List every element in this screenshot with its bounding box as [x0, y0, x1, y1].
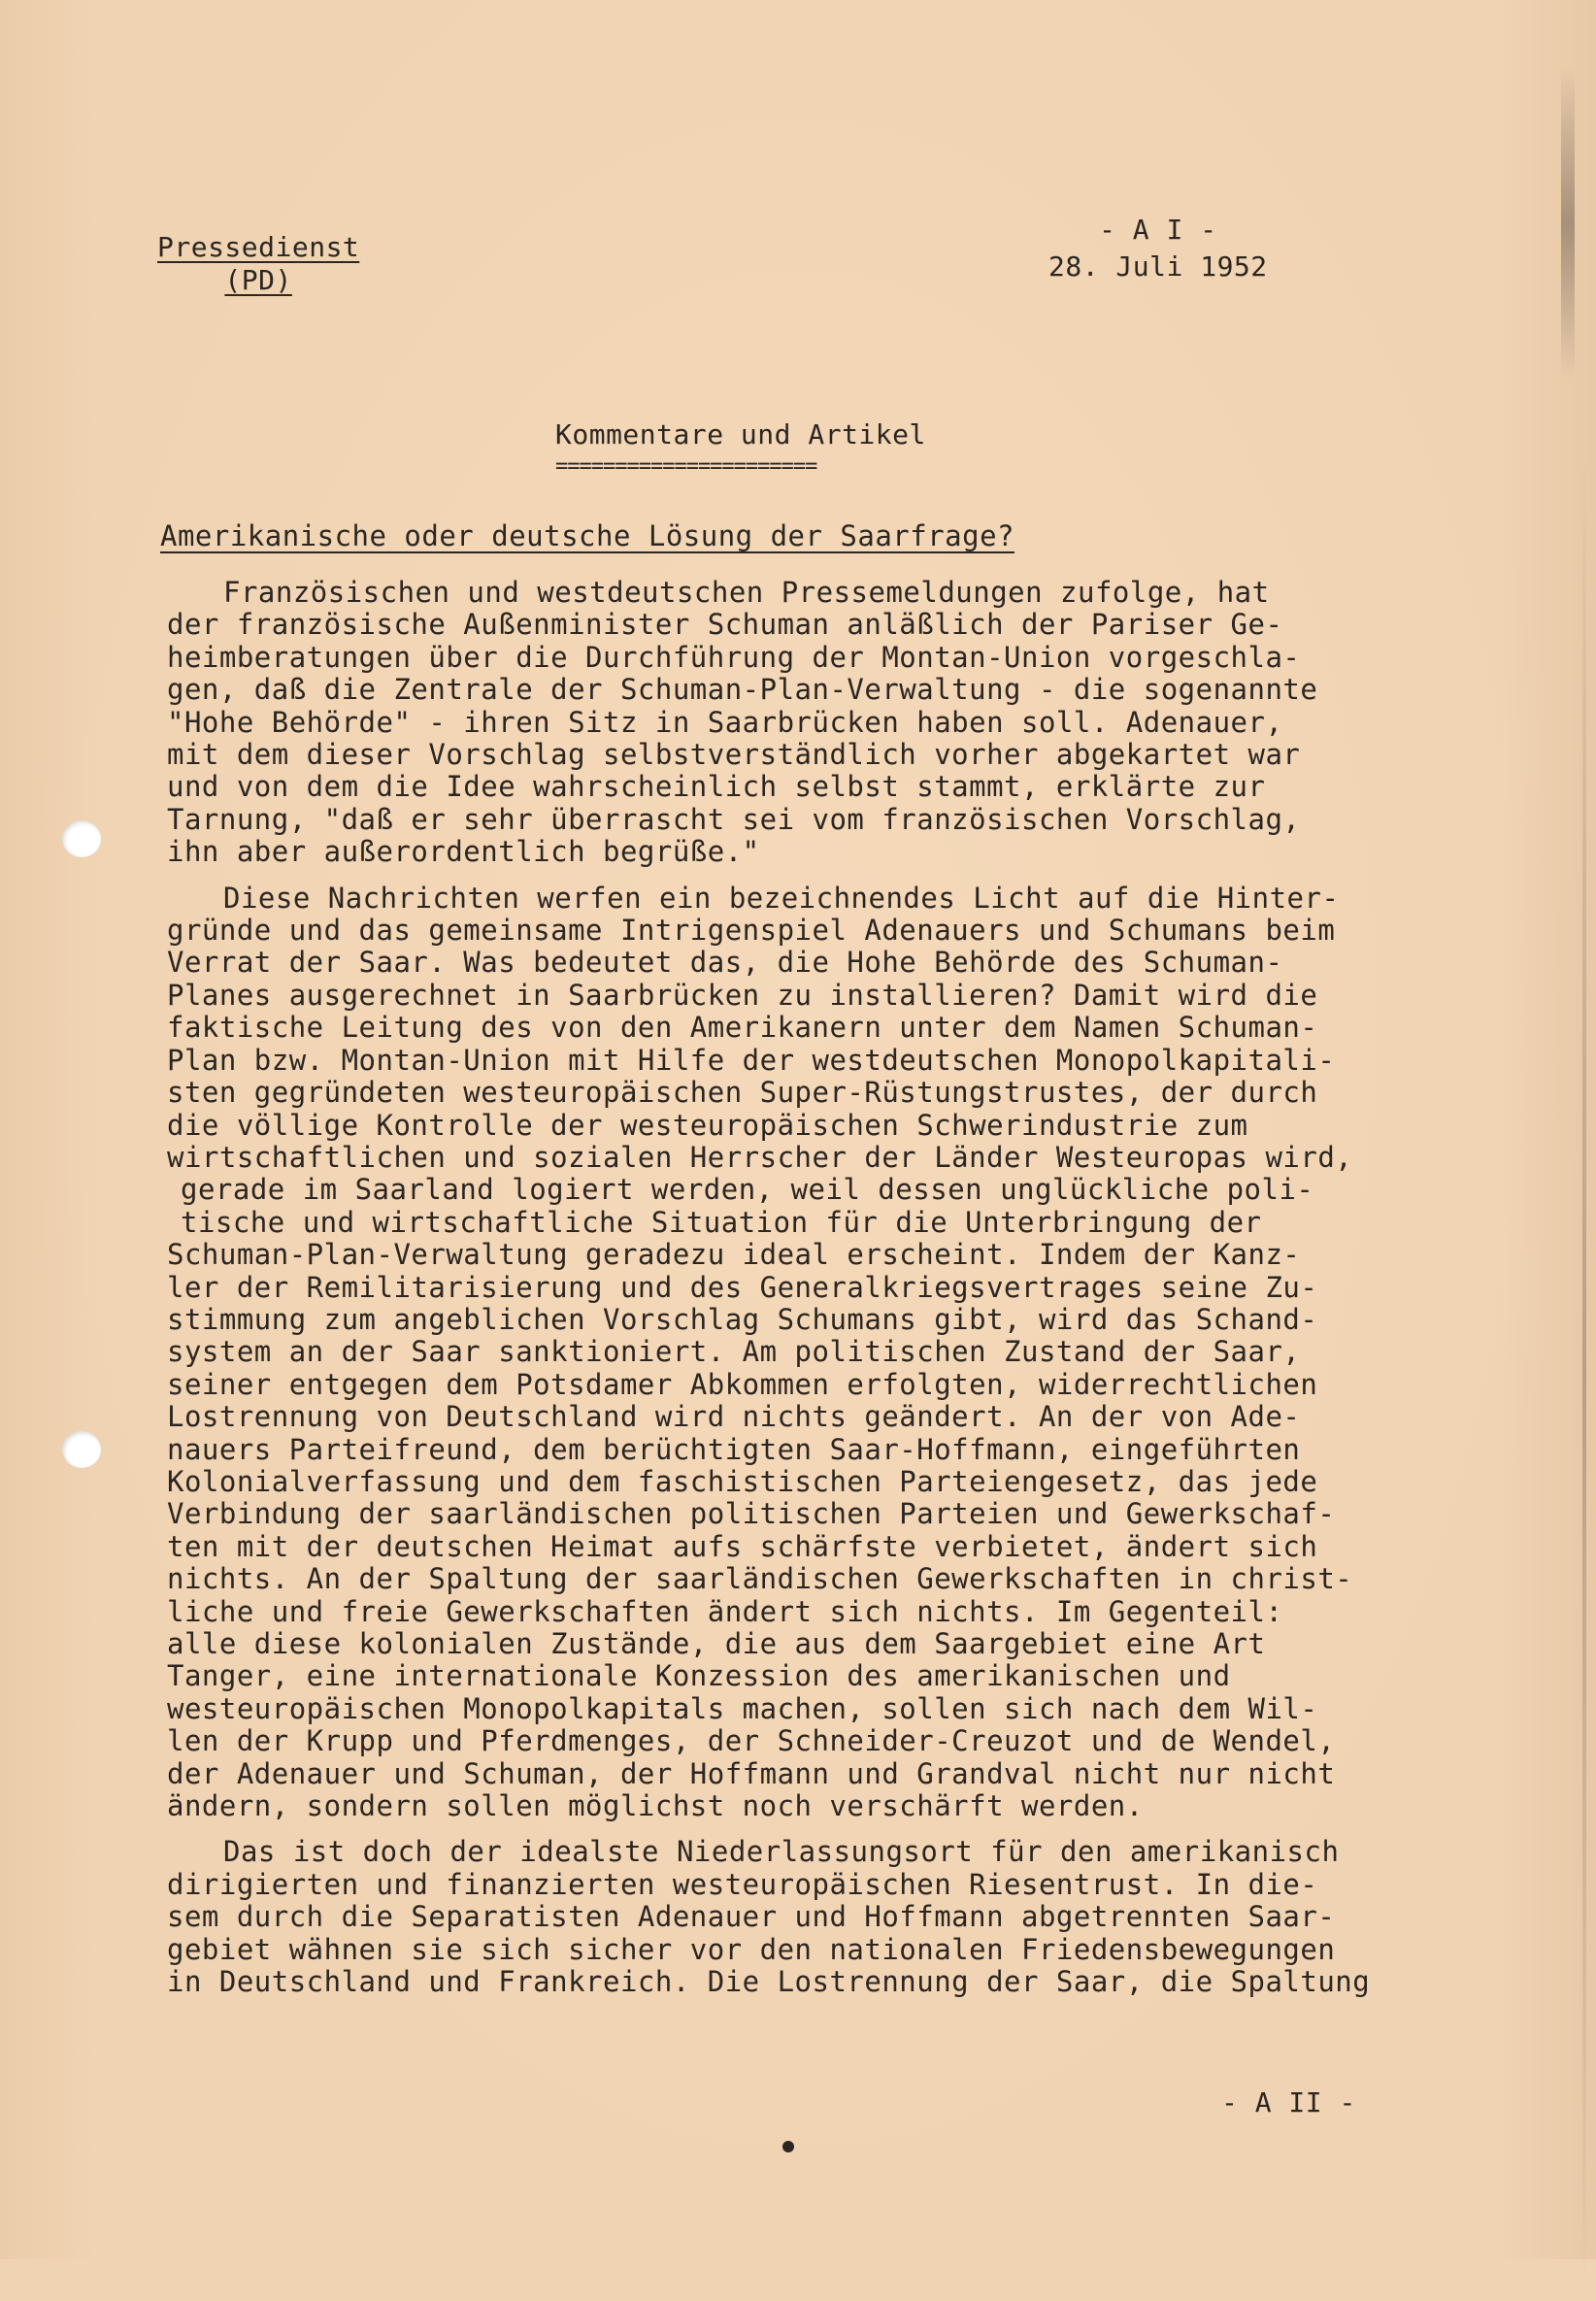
text-line: Französischen und westdeutschen Pressemeldungen zufolge, hat	[223, 576, 1270, 609]
paragraph	[167, 1836, 1546, 1998]
section-rule: ======================	[555, 454, 817, 479]
text-line: Tanger, eine internationale Konzession des amerikanischen und	[167, 1659, 1231, 1693]
text-line: in Deutschland und Frankreich. Die Lostrennung der Saar, die Spaltung	[167, 1965, 1371, 1999]
text-line: ler der Remilitarisierung und des Generalkriegsvertrages seine Zu-	[167, 1270, 1318, 1304]
text-line: liche und freie Gewerkschaften ändert sich nichts. Im Gegenteil:	[167, 1594, 1283, 1628]
text-line: Verbindung der saarländischen politischen Parteien und Gewerkschaf-	[167, 1497, 1336, 1531]
text-line: Das ist doch der idealste Niederlassungsort für den amerikanisch	[223, 1835, 1340, 1869]
article-title: Amerikanische oder deutsche Lösung der Saarfrage?	[160, 519, 1015, 552]
issue-block	[1048, 212, 1268, 285]
text-line: wirtschaftlichen und sozialen Herrscher der Länder Westeuropas wird,	[167, 1140, 1353, 1174]
text-line: die völlige Kontrolle der westeuropäischen Schwerindustrie zum	[167, 1108, 1248, 1142]
text-line: Diese Nachrichten werfen ein bezeichnendes Licht auf die Hinter-	[223, 881, 1340, 915]
edge-stain	[1582, 456, 1586, 2301]
edge-stain	[1561, 68, 1575, 379]
text-line: Lostrennung von Deutschland wird nichts geändert. An der von Ade-	[167, 1400, 1301, 1434]
text-line: Planes ausgerechnet in Saarbrücken zu installieren? Damit wird die	[167, 978, 1318, 1012]
text-line: gründe und das gemeinsame Intrigenspiel Adenauers und Schumans beim	[167, 914, 1336, 948]
next-page-marker: - A II -	[1221, 2086, 1356, 2118]
text-line: und von dem die Idee wahrscheinlich selbst stammt, erklärte zur	[167, 770, 1266, 804]
text-line: gebiet wähnen sie sich sicher vor den nationalen Friedensbewegungen	[167, 1932, 1336, 1966]
text-line: Plan bzw. Montan-Union mit Hilfe der westdeutschen Monopolkapitali-	[167, 1043, 1336, 1077]
text-line: len der Krupp und Pferdmenges, der Schneider-Creuzot und de Wendel,	[167, 1724, 1336, 1758]
ink-speck	[782, 2141, 794, 2152]
text-line: seiner entgegen dem Potsdamer Abkommen erfolgten, widerrechtlichen	[167, 1367, 1318, 1401]
text-line: Kolonialverfassung und dem faschistischen Parteiengesetz, das jede	[167, 1464, 1318, 1498]
text-line: tische und wirtschaftliche Situation für die Unterbringung der	[181, 1205, 1262, 1239]
text-line: ten mit der deutschen Heimat aufs schärfste verbietet, ändert sich	[167, 1529, 1318, 1563]
text-line: faktische Leitung des von den Amerikanern unter dem Namen Schuman-	[167, 1011, 1318, 1045]
section-title: Kommentare und Artikel	[555, 418, 926, 450]
punch-hole	[62, 1431, 101, 1468]
text-line: heimberatungen über die Durchführung der Montan-Union vorgeschla-	[167, 640, 1301, 674]
issue-date: 28. Juli 1952	[1048, 250, 1268, 283]
publisher-name: Pressedienst	[157, 231, 360, 263]
text-line: sten gegründeten westeuropäischen Super-Rüstungstrustes, der durch	[167, 1076, 1318, 1110]
text-line: ihn aber außerordentlich begrüße."	[167, 835, 760, 869]
text-line: mit dem dieser Vorschlag selbstverständlich vorher abgekartet war	[167, 738, 1301, 772]
text-line: gerade im Saarland logiert werden, weil dessen unglückliche poli-	[181, 1173, 1314, 1207]
text-line: Verrat der Saar. Was bedeutet das, die Hohe Behörde des Schuman-	[167, 946, 1283, 980]
text-line: nauers Parteifreund, dem berüchtigten Saar-Hoffmann, eingeführten	[167, 1432, 1301, 1466]
text-line: nichts. An der Spaltung der saarländischen Gewerkschaften in christ-	[167, 1562, 1353, 1596]
paragraph	[167, 577, 1546, 869]
publisher-block	[157, 231, 359, 297]
text-line: der französische Außenminister Schuman anläßlich der Pariser Ge-	[167, 608, 1283, 642]
paragraph	[167, 883, 1546, 1823]
text-line: dirigierten und finanzierten westeuropäischen Riesentrust. In die-	[167, 1867, 1318, 1901]
text-line: alle diese kolonialen Zustände, die aus dem Saargebiet eine Art	[167, 1627, 1266, 1660]
article-body	[167, 577, 1546, 2012]
text-line: sem durch die Separatisten Adenauer und Hoffmann abgetrennten Saar-	[167, 1900, 1336, 1934]
text-line: Tarnung, "daß er sehr überrascht sei vom französischen Vorschlag,	[167, 802, 1301, 836]
publisher-abbrev: (PD)	[224, 264, 292, 296]
text-line: system an der Saar sanktioniert. Am politischen Zustand der Saar,	[167, 1335, 1301, 1369]
text-line: stimmung zum angeblichen Vorschlag Schumans gibt, wird das Schand-	[167, 1302, 1318, 1336]
punch-hole	[62, 820, 101, 857]
text-line: Schuman-Plan-Verwaltung geradezu ideal erscheint. Indem der Kanz-	[167, 1238, 1301, 1272]
text-line: der Adenauer und Schuman, der Hoffmann und Grandval nicht nur nicht	[167, 1756, 1336, 1790]
text-line: "Hohe Behörde" - ihren Sitz in Saarbrücken haben soll. Adenauer,	[167, 705, 1283, 739]
text-line: gen, daß die Zentrale der Schuman-Plan-Verwaltung - die sogenannte	[167, 673, 1318, 707]
page-marker: - A I -	[1099, 214, 1217, 246]
text-line: ändern, sondern sollen möglichst noch verschärft werden.	[167, 1789, 1144, 1823]
text-line: westeuropäischen Monopolkapitals machen, sollen sich nach dem Wil-	[167, 1691, 1318, 1725]
